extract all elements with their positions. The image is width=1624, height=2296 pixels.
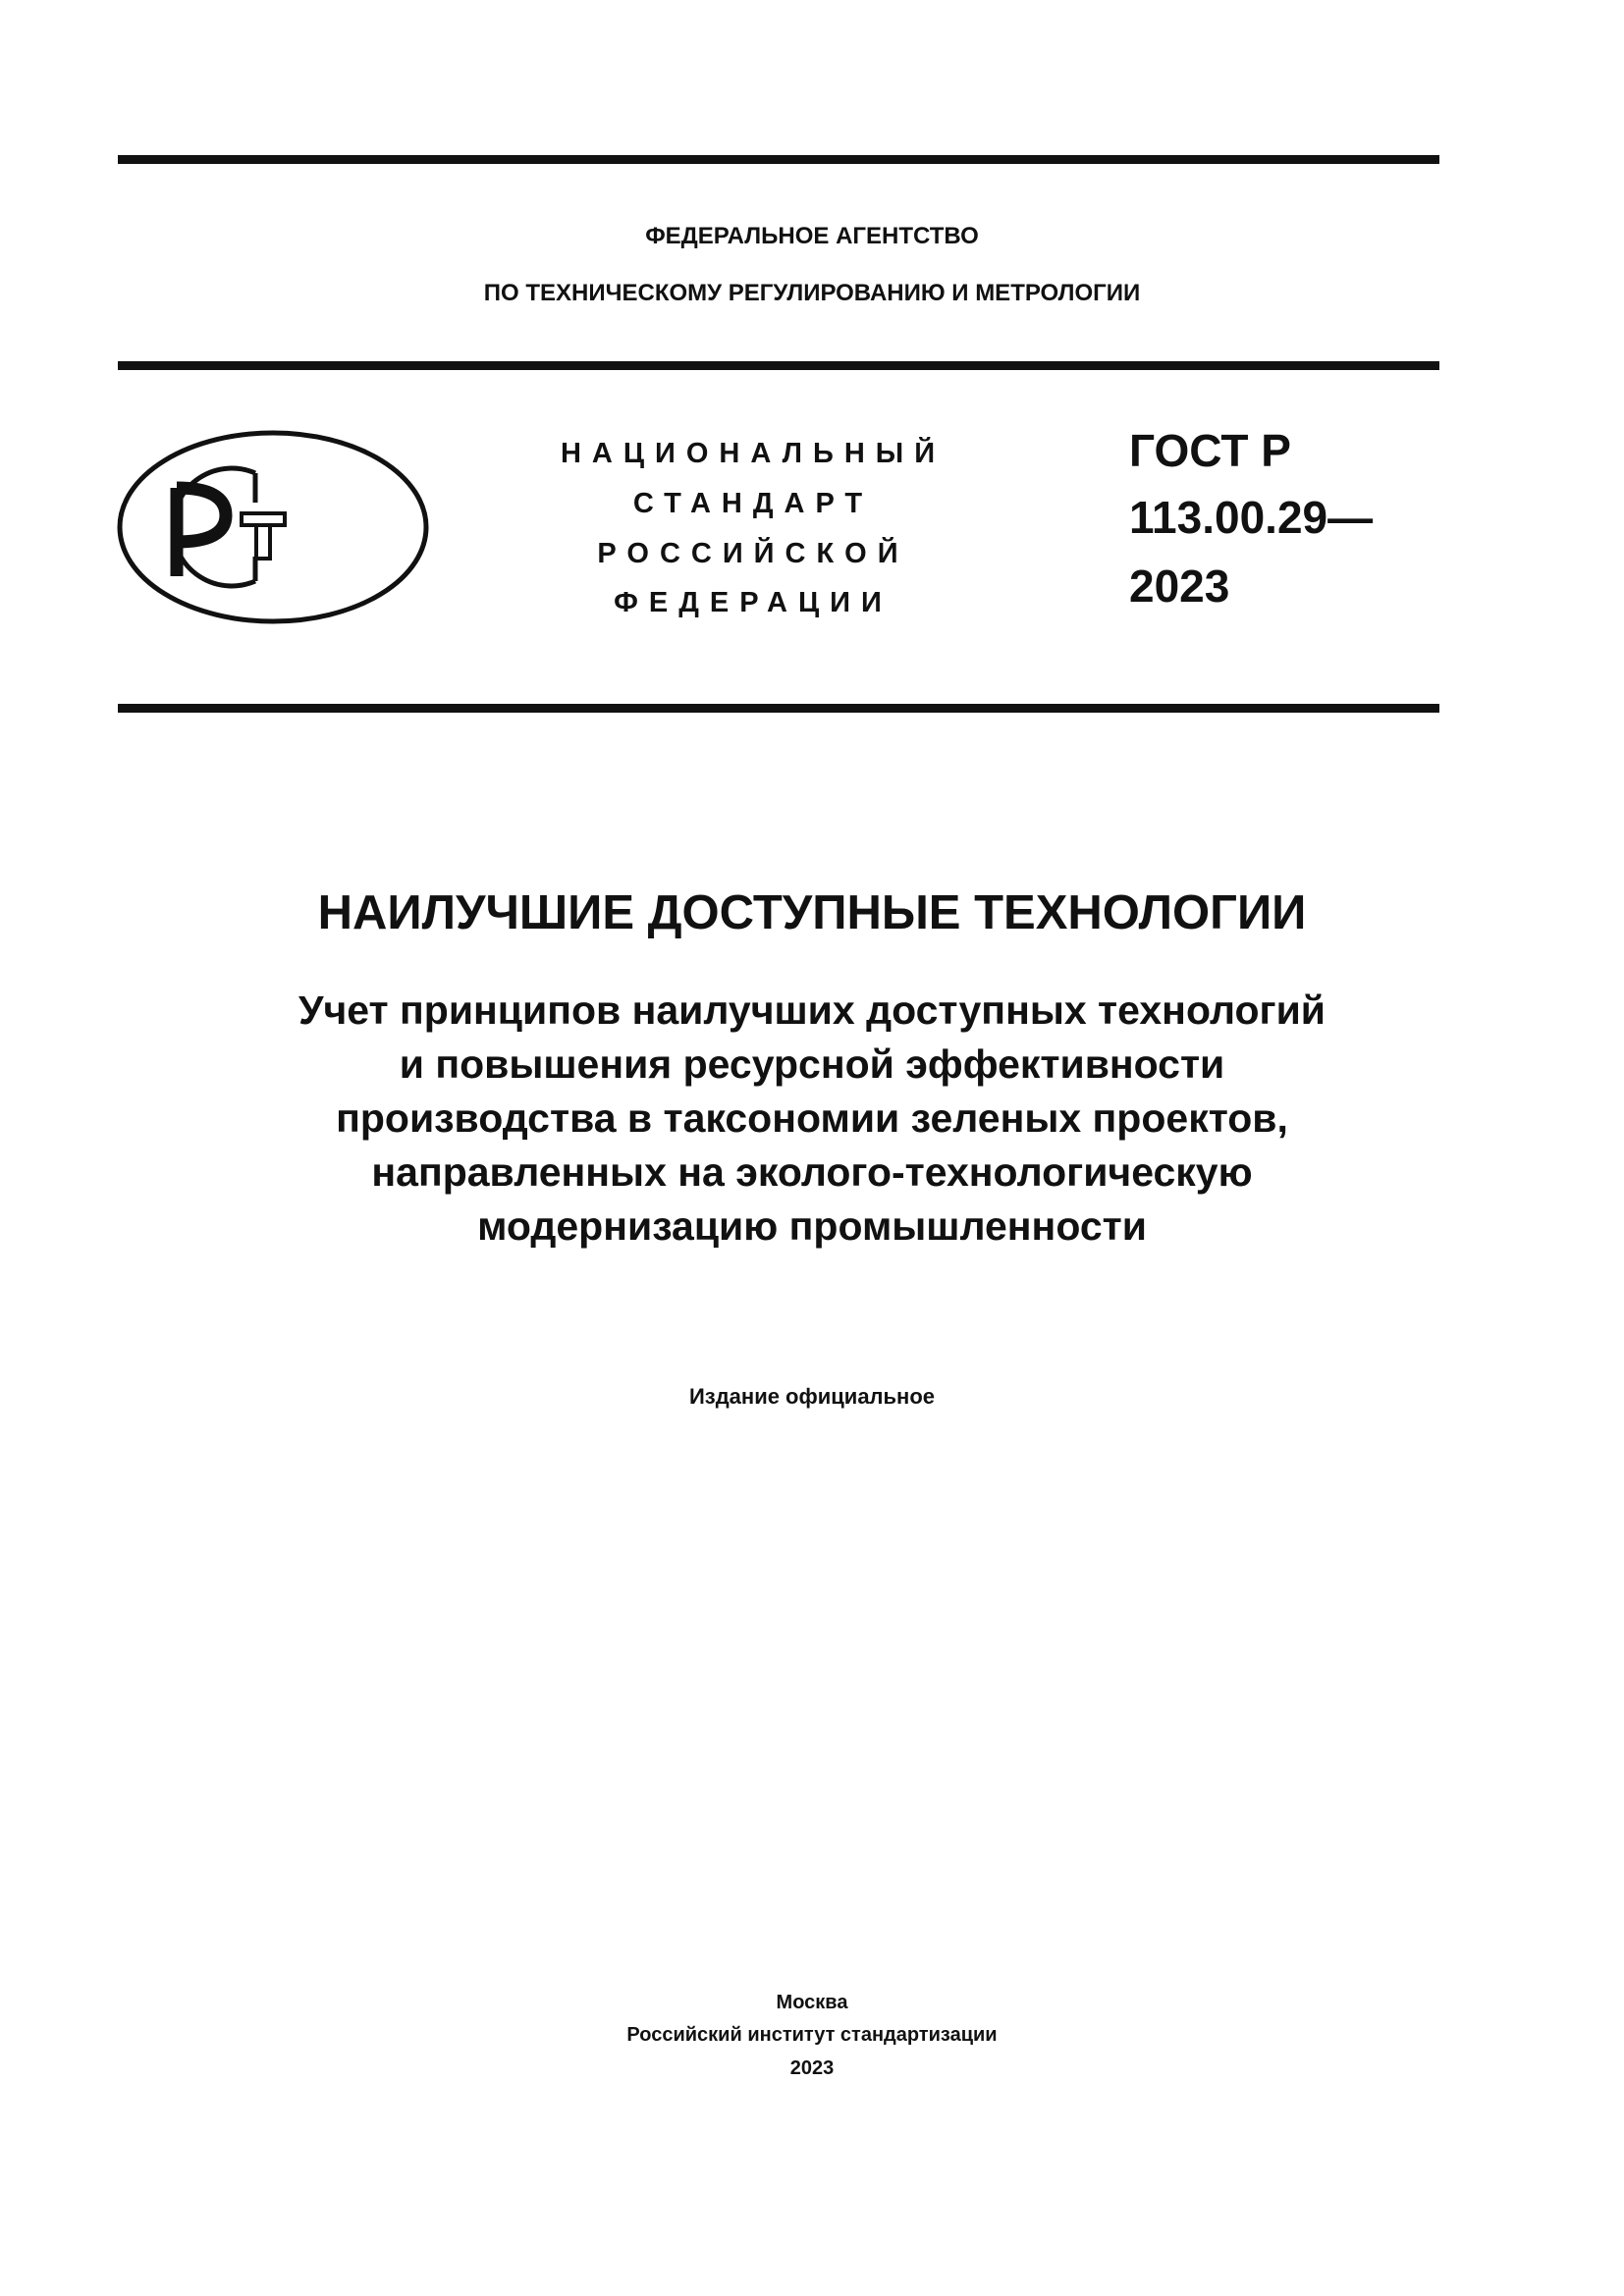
standard-type-line-4: ФЕДЕРАЦИИ bbox=[614, 587, 893, 618]
edition-note: Издание официальное bbox=[688, 1384, 936, 1409]
standard-type-line-1: НАЦИОНАЛЬНЫЙ bbox=[560, 438, 947, 469]
subtitle-line-4: направленных на эколого-технологическую bbox=[371, 1149, 1253, 1195]
subtitle-line-1: Учет принципов наилучших доступных технологий bbox=[298, 988, 1326, 1033]
logo-section-rule bbox=[118, 704, 1439, 713]
subtitle-line-3: производства в таксономии зеленых проектов, bbox=[336, 1095, 1288, 1141]
top-rule bbox=[118, 155, 1439, 164]
footer-city: Москва bbox=[776, 1992, 848, 2013]
subtitle-line-2: и повышения ресурсной эффективности bbox=[399, 1041, 1225, 1087]
footer-publisher: Российский институт стандартизации bbox=[626, 2024, 998, 2046]
rst-logo-icon bbox=[116, 429, 430, 625]
designation-line-2: 113.00.29— bbox=[1129, 492, 1374, 543]
header-rule bbox=[118, 361, 1439, 370]
document-title: НАИЛУЧШИЕ ДОСТУПНЫЕ ТЕХНОЛОГИИ bbox=[317, 886, 1307, 939]
subtitle-line-5: модернизацию промышленности bbox=[477, 1203, 1147, 1249]
footer-year: 2023 bbox=[789, 2057, 835, 2079]
agency-line-1: ФЕДЕРАЛЬНОЕ АГЕНТСТВО bbox=[645, 223, 979, 249]
standard-type-line-2: СТАНДАРТ bbox=[632, 488, 874, 519]
agency-line-2: ПО ТЕХНИЧЕСКОМУ РЕГУЛИРОВАНИЮ И МЕТРОЛОГИИ bbox=[483, 280, 1141, 306]
standard-type-line-3: РОССИЙСКОЙ bbox=[597, 538, 909, 569]
designation-line-1: ГОСТ Р bbox=[1129, 425, 1291, 476]
designation-line-3: 2023 bbox=[1129, 561, 1230, 612]
